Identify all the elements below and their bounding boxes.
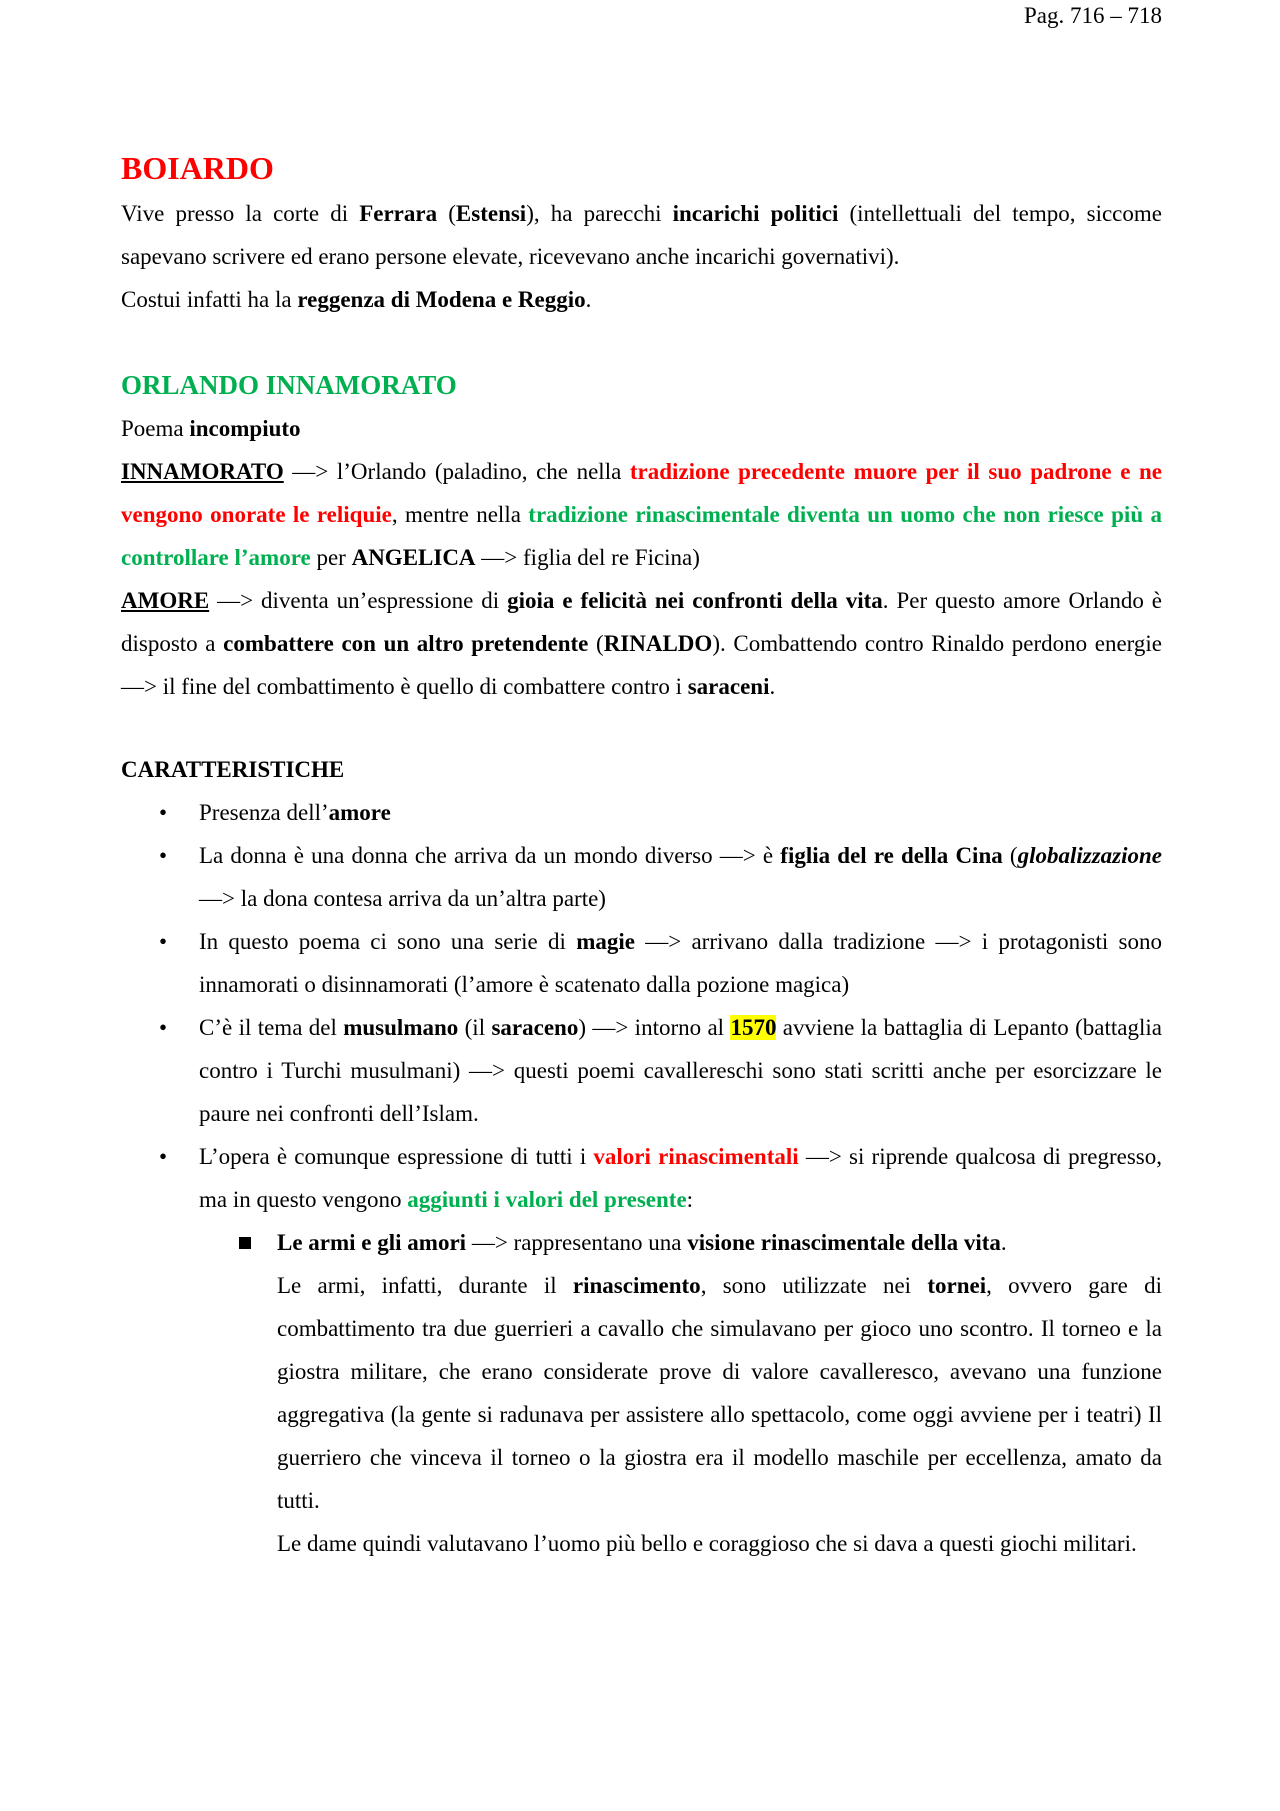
highlighted-year: 1570 [730, 1015, 777, 1040]
list-item: • C’è il tema del musulmano (il saraceno) —> intorno al 1570 avviene la battaglia di Lepanto (battaglia contro i Turchi musulmani) —> questi poemi cavallereschi sono stati scritti anche per esorcizzare le paure nei confronti dell’Islam. [121, 1006, 1162, 1135]
sub-list-item: Le armi e gli amori —> rappresentano una visione rinascimentale della vita. Le armi, infatti, durante il rinascimento, sono utilizzate nei tornei, ovvero gare di combattimento tra due guerrieri a cavallo che simulavano per gioco uno scontro. Il torneo e la giostra militare, che erano considerate prove di valore cavalleresco, avevano una funzione aggregativa (la gente si radunava per assistere allo spettacolo, come oggi avviene per i teatri) Il guerriero che vinceva il torneo o la giostra era il modello maschile per eccellenza, amato da tutti. Le dame quindi valutavano l’uomo più bello e coraggioso che si dava a questi giochi militari. [121, 1221, 1162, 1565]
section-title-boiardo: BOIARDO [121, 150, 274, 186]
bullet-icon: • [159, 1144, 168, 1169]
bullet-icon: • [159, 800, 168, 825]
innamorato-paragraph: INNAMORATO —> l’Orlando (paladino, che nella tradizione precedente muore per il suo padrone e ne vengono onorate le reliquie, mentre nella tradizione rinascimentale diventa un uomo che non riesce più a controllare l’amore per ANGELICA —> figlia del re Ficina) [121, 459, 1163, 570]
list-item: • In questo poema ci sono una serie di magie —> arrivano dalla tradizione —> i protagonisti sono innamorati o disinnamorati (l’amore è scatenato dalla pozione magica) [121, 920, 1162, 1006]
bullet-icon: • [159, 1015, 168, 1040]
bullet-icon: • [159, 843, 168, 868]
section-title-orlando: ORLANDO INNAMORATO [121, 370, 457, 400]
bullet-icon: • [159, 929, 168, 954]
amore-paragraph: AMORE —> diventa un’espressione di gioia e felicità nei confronti della vita. Per questo amore Orlando è disposto a combattere con un altro pretendente (RINALDO). Combattendo contro Rinaldo perdono energie —> il fine del combattimento è quello di combattere contro i saraceni. [121, 588, 1162, 699]
document-body [121, 146, 1162, 1565]
caratteristiche-list [121, 791, 1162, 1221]
list-item: • L’opera è comunque espressione di tutti i valori rinascimentali —> si riprende qualcosa di pregresso, ma in questo vengono aggiunti i valori del presente: [121, 1135, 1162, 1221]
boiardo-paragraph-1: Vive presso la corte di Ferrara (Estensi), ha parecchi incarichi politici (intellettuali del tempo, siccome sapevano scrivere ed erano persone elevate, ricevevano anche incarichi governativi). [121, 201, 1162, 269]
list-item: • Presenza dell’amore [121, 791, 1162, 834]
section-title-caratteristiche: CARATTERISTICHE [121, 757, 345, 782]
poema-line: Poema incompiuto [121, 416, 301, 441]
boiardo-paragraph-2: Costui infatti ha la reggenza di Modena e Reggio. [121, 287, 592, 312]
list-item: • La donna è una donna che arriva da un mondo diverso —> è figlia del re della Cina (globalizzazione —> la dona contesa arriva da un’altra parte) [121, 834, 1162, 920]
square-bullet-icon [239, 1237, 251, 1249]
page-reference: Pag. 716 – 718 [1024, 3, 1162, 28]
